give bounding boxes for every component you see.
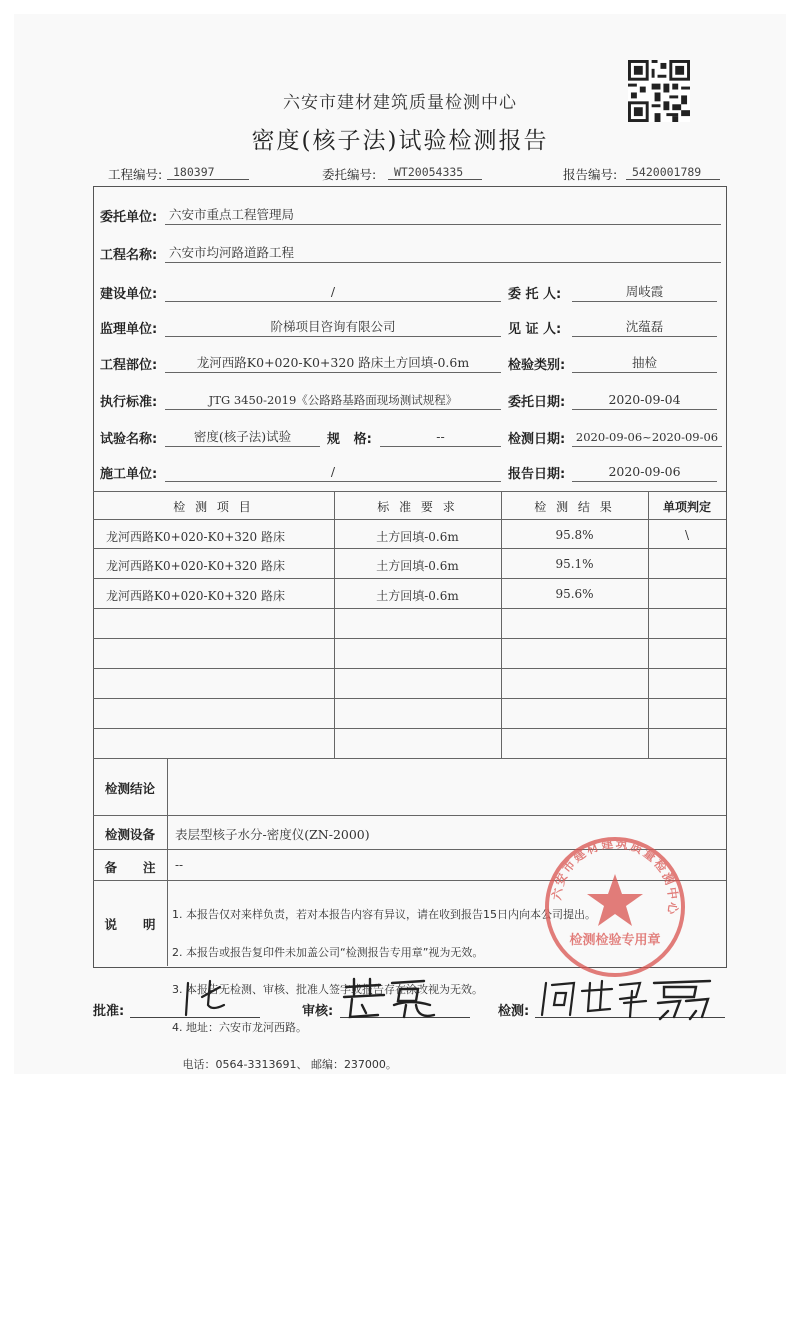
note-item: 电话：0564-3313691、 邮编：237000。 [172, 1058, 397, 1071]
table-row-line [93, 698, 726, 699]
test-date-value: 2020-09-06~2020-09-06 [572, 428, 722, 447]
table-bottom-line [93, 758, 726, 759]
constructor-value: / [165, 463, 501, 482]
category-value: 抽检 [572, 354, 717, 373]
client-label: 委托单位: [100, 210, 158, 225]
report-no: 5420001789 [626, 165, 720, 180]
table-row-line [93, 668, 726, 669]
svg-text:六安市建材建筑质量检测中心: 六安市建材建筑质量检测中心 [549, 836, 681, 918]
table-row-line [93, 578, 726, 579]
supervisor-value: 阶梯项目咨询有限公司 [165, 318, 501, 337]
row2-result: 95.1% [555, 557, 594, 571]
conclusion-label: 检测结论 [104, 781, 155, 796]
note-item: 2. 本报告或报告复印件未加盖公司“检测报告专用章”视为无效。 [172, 945, 484, 959]
entrust-date-value: 2020-09-04 [572, 391, 717, 410]
builder-value: / [165, 283, 501, 302]
entrust-no: WT20054335 [388, 165, 482, 180]
th-result: 检 测 结 果 [534, 500, 615, 514]
part-label: 工程部位: [100, 358, 158, 373]
org-name: 六安市建材建筑质量检测中心 [283, 93, 517, 113]
equipment-label: 检测设备 [104, 827, 155, 842]
client-value: 六安市重点工程管理局 [165, 206, 721, 225]
table-row-line [93, 638, 726, 639]
witness-value: 沈蕴磊 [572, 318, 717, 337]
project-no: 180397 [167, 165, 249, 180]
notes-label: 说 明 [104, 917, 156, 932]
remark-value: -- [175, 858, 184, 872]
category-label: 检验类别: [508, 358, 566, 373]
test-label: 检测: [498, 1004, 530, 1019]
approve-label: 批准: [93, 1004, 125, 1019]
table-header-line [93, 519, 726, 520]
part-value: 龙河西路K0+020-K0+320 路床土方回填-0.6m [165, 354, 501, 373]
row3-requirement: 土方回填-0.6m [376, 589, 459, 603]
row1-item: 龙河西路K0+020-K0+320 路床 [106, 530, 285, 544]
table-row-line [93, 728, 726, 729]
standard-label: 执行标准: [100, 395, 158, 410]
table-row-line [93, 548, 726, 549]
row1-requirement: 土方回填-0.6m [376, 530, 459, 544]
spec-label: 规 格: [327, 432, 372, 447]
test-name-label: 试验名称: [100, 432, 158, 447]
th-item: 检 测 项 目 [173, 500, 254, 514]
row2-requirement: 土方回填-0.6m [376, 559, 459, 573]
spec-value: -- [380, 428, 501, 447]
builder-label: 建设单位: [100, 287, 158, 302]
test-name-value: 密度(核子法)试验 [165, 428, 320, 447]
test-date-label: 检测日期: [508, 432, 566, 447]
row3-result: 95.6% [555, 587, 594, 601]
review-label: 审核: [302, 1004, 334, 1019]
row2-item: 龙河西路K0+020-K0+320 路床 [106, 559, 285, 573]
th-requirement: 标 准 要 求 [377, 500, 458, 514]
report-date-label: 报告日期: [508, 467, 566, 482]
row3-item: 龙河西路K0+020-K0+320 路床 [106, 589, 285, 603]
entrust-date-label: 委托日期: [508, 395, 566, 410]
note-item: 3. 本报告无检测、审核、批准人签字或报告存在涂改视为无效。 [172, 983, 483, 996]
inspection-seal-stamp [540, 832, 690, 982]
th-verdict: 单项判定 [662, 500, 711, 514]
report-title: 密度(核子法)试验检测报告 [251, 128, 549, 154]
note-item: 1. 本报告仅对来样负责，若对本报告内容有异议，请在收到报告15日内向本公司提出。 [172, 908, 596, 921]
approver-signature [180, 975, 240, 1019]
report-date-value: 2020-09-06 [572, 463, 717, 482]
entrust-no-label: 委托编号: [322, 167, 377, 182]
principal-value: 周岐霞 [572, 283, 717, 302]
project-no-label: 工程编号: [108, 167, 163, 182]
witness-label: 见 证 人: [508, 322, 562, 337]
constructor-label: 施工单位: [100, 467, 158, 482]
supervisor-label: 监理单位: [100, 322, 158, 337]
table-row-line [93, 608, 726, 609]
stamp-text: 检测检验专用章 [569, 933, 661, 948]
reviewer-signature [340, 975, 440, 1021]
row1-verdict: \ [684, 528, 690, 542]
equipment-value: 表层型核子水分-密度仪(ZN-2000) [175, 827, 370, 842]
project-name-value: 六安市均河路道路工程 [165, 244, 721, 263]
project-name-label: 工程名称: [100, 248, 158, 263]
note-item: 4. 地址：六安市龙河西路。 [172, 1020, 307, 1034]
standard-value: JTG 3450-2019《公路路基路面现场测试规程》 [165, 391, 501, 410]
tester-signature [540, 975, 720, 1023]
section-line [93, 815, 726, 816]
remark-label: 备 注 [104, 860, 156, 875]
row1-result: 95.8% [555, 528, 594, 542]
table-top-line [93, 491, 726, 492]
section-col-line [167, 758, 168, 966]
principal-label: 委 托 人: [508, 287, 562, 302]
report-no-label: 报告编号: [563, 167, 618, 182]
